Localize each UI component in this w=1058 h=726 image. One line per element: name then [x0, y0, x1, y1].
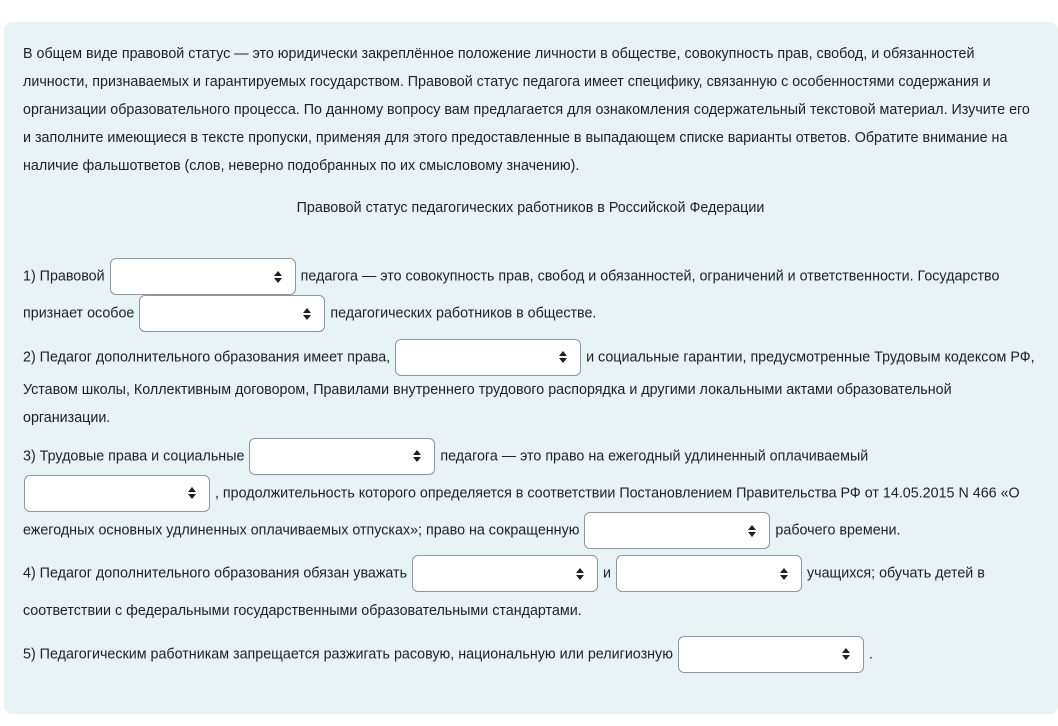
item-3-text-4: рабочего времени. — [775, 522, 901, 539]
select-arrows-icon — [303, 308, 311, 320]
item-4 — [23, 555, 1038, 629]
section-heading: Правовой статус педагогических работников в Российской Федерации — [296, 200, 765, 216]
gap-3-select[interactable] — [395, 339, 581, 376]
gap-8-select[interactable] — [616, 555, 802, 592]
item-5-text-2: . — [868, 645, 873, 662]
gap-5-select[interactable] — [24, 475, 210, 512]
gap-7-select[interactable] — [412, 555, 598, 592]
item-5 — [23, 636, 1038, 673]
select-arrows-icon — [576, 568, 584, 580]
select-arrows-icon — [274, 271, 282, 283]
item-2-text-1: 2) Педагог дополнительного образования имеет права, — [23, 348, 391, 365]
item-3-text-2: педагога — это право на ежегодный удлиненный оплачиваемый — [440, 447, 869, 464]
gap-9-select[interactable] — [678, 636, 864, 673]
question-panel — [4, 22, 1058, 714]
item-5-text-1: 5) Педагогическим работникам запрещается разжигать расовую, национальную или религиозную — [23, 645, 673, 662]
gap-1-select[interactable] — [110, 258, 296, 295]
gap-6-select[interactable] — [584, 512, 770, 549]
gap-4-select[interactable] — [249, 438, 435, 475]
item-3-text-1: 3) Трудовые права и социальные — [23, 447, 245, 464]
select-arrows-icon — [413, 450, 421, 462]
item-3-text-3: , продолжительность которого определяется в соответствии Постановлением Правительства РФ от 14.05.2015 N 466 «О ежегодных основных удлиненных оплачиваемых отпусках»; право на сокращенную — [23, 485, 1020, 539]
select-arrows-icon — [559, 351, 567, 363]
item-1 — [23, 258, 1038, 333]
select-arrows-icon — [188, 487, 196, 499]
item-1-text-2: педагога — это совокупность прав, свобод и обязанностей, ограничений и ответственности. Государство признает особое — [23, 268, 1000, 322]
select-arrows-icon — [780, 568, 788, 580]
item-3 — [23, 438, 1038, 550]
item-2-text-2: и социальные гарантии, предусмотренные Трудовым кодексом РФ, Уставом школы, Коллективным договором, Правилами внутреннего трудового распорядка и другими локальными актами образовательной организации. — [23, 348, 1035, 426]
item-4-text-1: 4) Педагог дополнительного образования обязан уважать — [23, 565, 408, 582]
intro-text: В общем виде правовой статус — это юридически закреплённое положение личности в обществе, совокупность прав, свобод, и обязанностей личности, признаваемых и гарантируемых государством. Правовой статус педагога имеет специфику, связанную с особенностями содержания и организации образовательного процесса. По данному вопросу вам предлагается для ознакомления содержательный текстовой материал. Изучите его и заполните имеющиеся в тексте пропуски, применяя для этого предоставленные в выпадающем списке варианты ответов. Обратите внимание на наличие фальшответов (слов, неверно подобранных по их смысловому значению). — [23, 46, 1030, 174]
select-arrows-icon — [842, 648, 850, 660]
item-2 — [23, 339, 1038, 432]
item-4-text-3: учащихся; обучать детей в соответствии с федеральными государственными образовательными стандартами. — [23, 565, 985, 619]
gap-fill-items — [23, 258, 1038, 673]
item-4-text-2: и — [603, 565, 612, 582]
item-1-text-1: 1) Правовой — [23, 268, 105, 285]
item-1-text-3: педагогических работников в обществе. — [330, 305, 597, 322]
gap-2-select[interactable] — [139, 295, 325, 332]
select-arrows-icon — [748, 525, 756, 537]
